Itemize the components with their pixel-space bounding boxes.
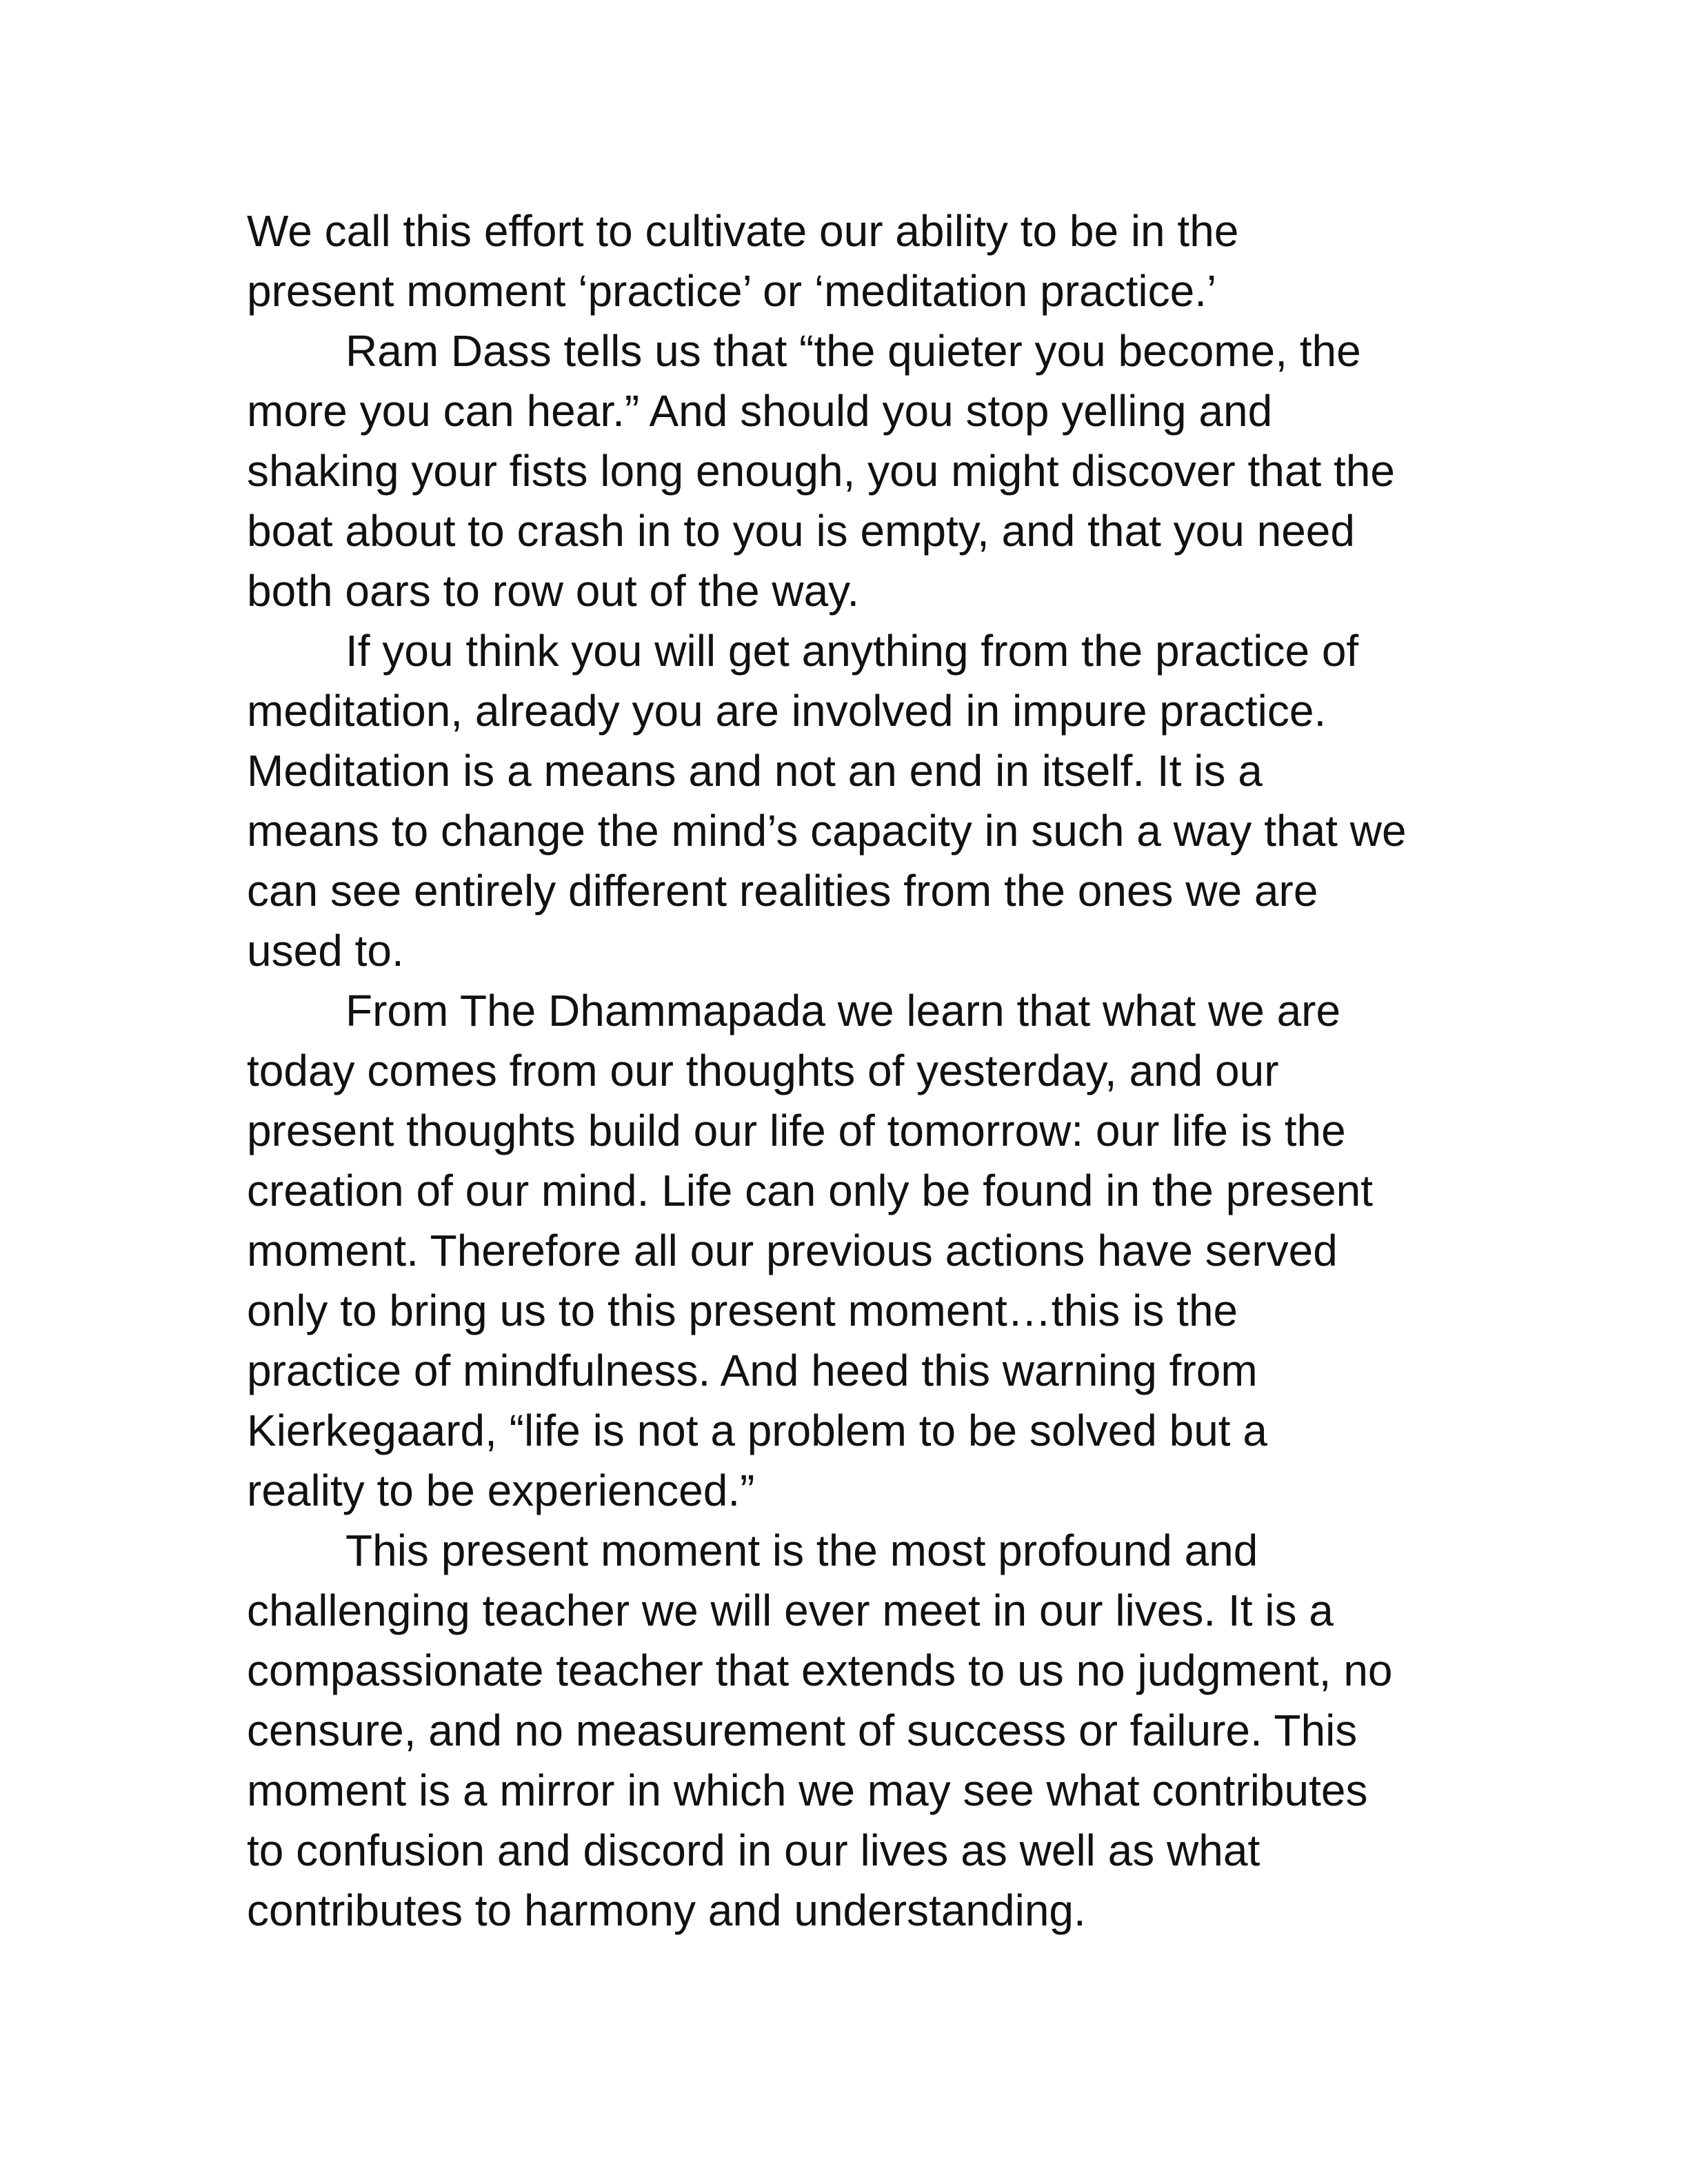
paragraph-3 [247,621,1454,981]
text-line: Meditation is a means and not an end in itself. It is a [247,746,1263,796]
text-line: challenging teacher we will ever meet in our lives. It is a [247,1586,1334,1635]
text-line: Kierkegaard, “life is not a problem to be solved but a [247,1406,1267,1455]
text-line: We call this effort to cultivate our ability to be in the [247,206,1239,256]
text-line: This present moment is the most profound and [345,1526,1258,1575]
body-text [247,201,1454,1941]
text-line: creation of our mind. Life can only be found in the present [247,1166,1374,1215]
text-line: moment. Therefore all our previous actions have served [247,1226,1338,1275]
text-line: boat about to crash in to you is empty, and that you need [247,506,1355,556]
paragraph-2 [247,321,1454,621]
paragraph-4 [247,981,1454,1521]
text-line: used to. [247,926,404,975]
text-line: If you think you will get anything from the practice of [345,626,1359,676]
text-line: shaking your fists long enough, you might discover that the [247,446,1395,496]
text-line: practice of mindfulness. And heed this warning from [247,1346,1258,1395]
text-line: only to bring us to this present moment…this is the [247,1286,1238,1335]
text-line: means to change the mind’s capacity in such a way that we [247,806,1407,856]
text-line: contributes to harmony and understanding. [247,1885,1086,1935]
text-line: today comes from our thoughts of yesterday, and our [247,1046,1279,1095]
text-line: From The Dhammapada we learn that what we are [345,986,1341,1035]
text-line: compassionate teacher that extends to us no judgment, no [247,1646,1393,1695]
paragraph-5 [247,1521,1454,1941]
text-line: to confusion and discord in our lives as well as what [247,1826,1260,1875]
text-line: both oars to row out of the way. [247,566,860,616]
text-line: moment is a mirror in which we may see what contributes [247,1766,1368,1815]
text-line: meditation, already you are involved in impure practice. [247,686,1327,736]
text-line: Ram Dass tells us that “the quieter you become, the [345,326,1361,376]
text-line: present thoughts build our life of tomorrow: our life is the [247,1106,1346,1155]
text-line: reality to be experienced.” [247,1466,755,1515]
text-line: present moment ‘practice’ or ‘meditation practice.’ [247,266,1217,316]
text-line: can see entirely different realities from the ones we are [247,866,1318,916]
text-line: more you can hear.” And should you stop yelling and [247,386,1273,436]
text-line: censure, and no measurement of success or failure. This [247,1706,1358,1755]
paragraph-1 [247,201,1454,321]
